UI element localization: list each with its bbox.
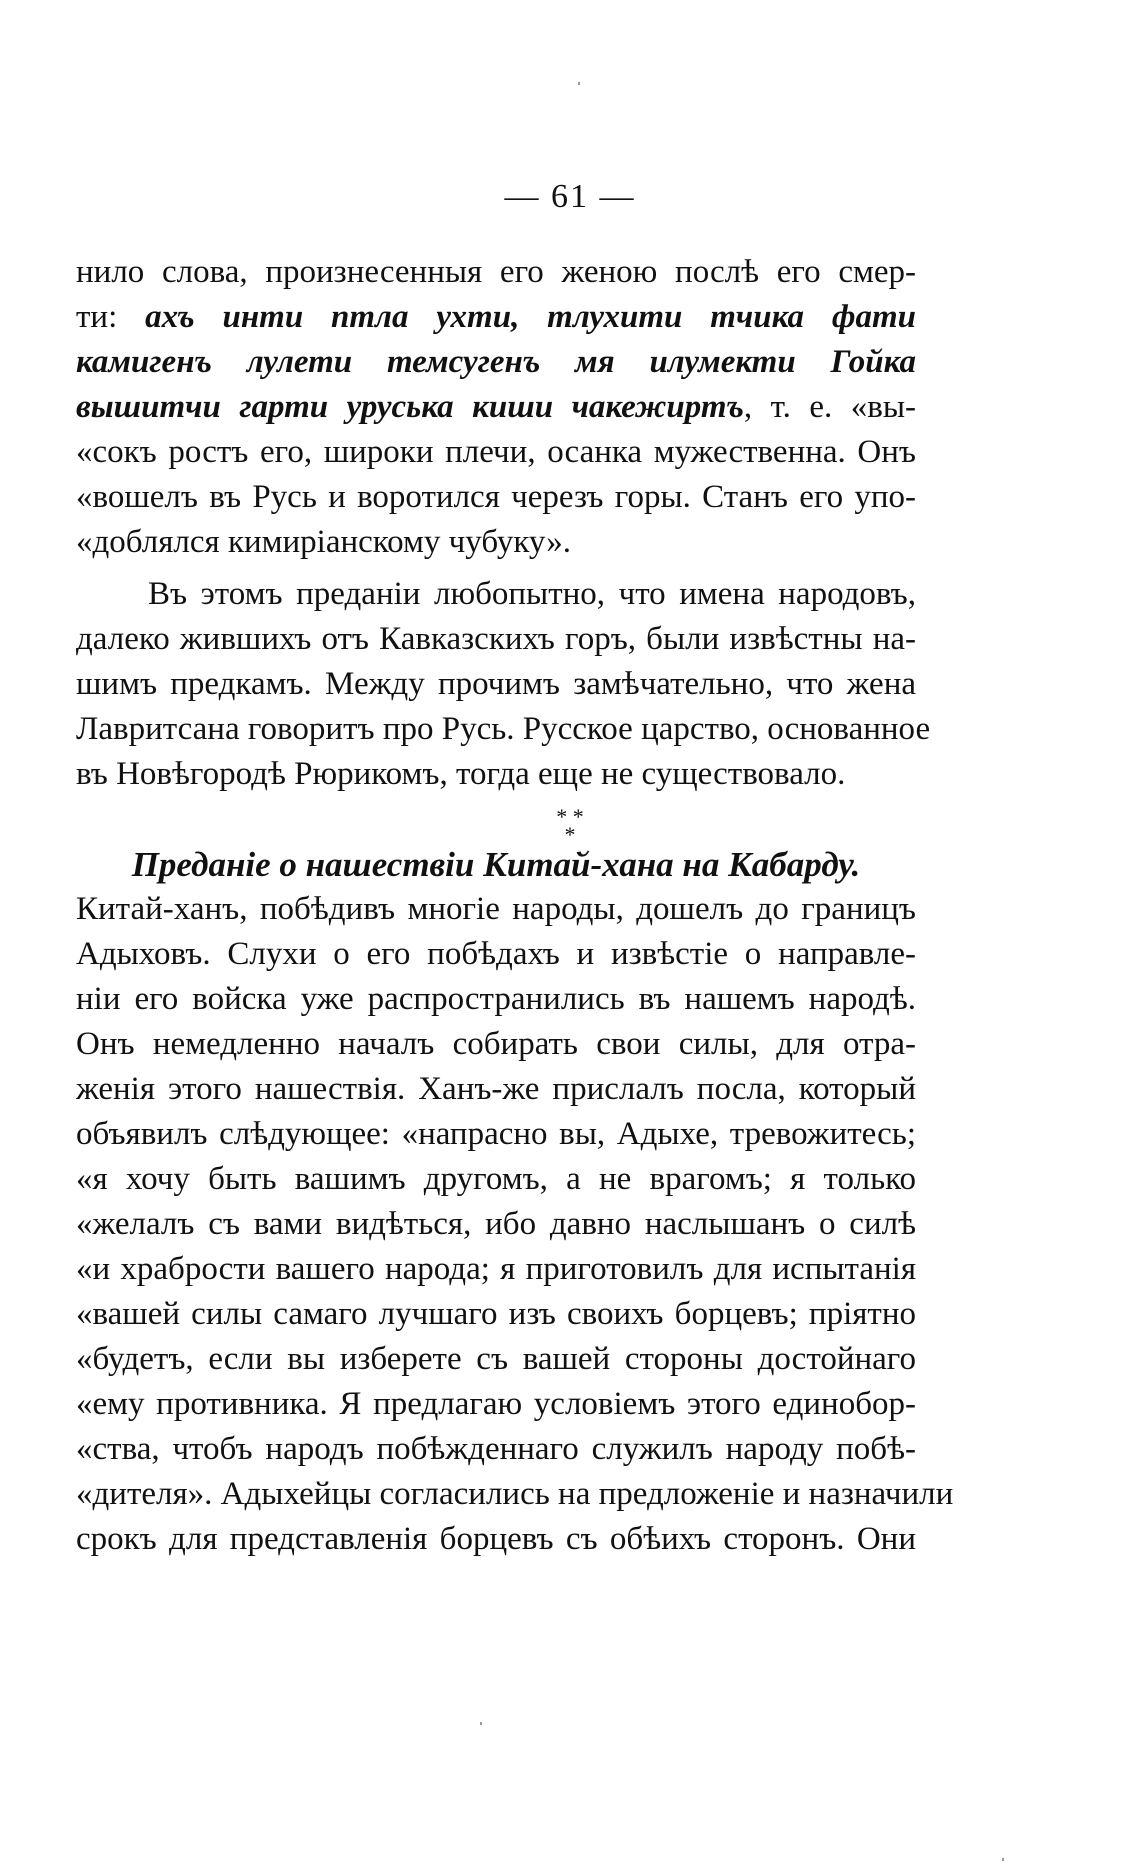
paragraph-1 xyxy=(76,250,916,565)
text-line: Онъ немедленно началъ собирать свои силы, для отра- xyxy=(76,1026,916,1062)
text-line: «желалъ съ вами видѣться, ибо давно наслышанъ о силѣ xyxy=(76,1206,916,1242)
text-line: ніи его войска уже распространились въ нашемъ народѣ. xyxy=(76,981,916,1017)
text-line: «дителя». Адыхейцы согласились на предложеніе и назначили xyxy=(76,1476,954,1512)
separator-stars-top: * * xyxy=(556,804,584,829)
section-separator xyxy=(0,804,1140,847)
text-line: нило слова, произнесенныя его женою послѣ его смер- xyxy=(76,254,916,290)
text-line: ти: ахъ инти птла ухти, тлухити тчика фати xyxy=(76,299,916,335)
text-line: «ства, чтобъ народъ побѣжденнаго служилъ народу побѣ- xyxy=(76,1431,916,1467)
text-line: въ Новѣгородѣ Рюрикомъ, тогда еще не существовало. xyxy=(76,756,846,792)
text-line: Китай-ханъ, побѣдивъ многіе народы, дошелъ до границъ xyxy=(76,891,916,927)
italic-quote: вышитчи гарти уруська киши чакежиртъ xyxy=(76,389,744,425)
text-line: «вошелъ въ Русь и воротился черезъ горы. Станъ его упо- xyxy=(76,479,916,515)
text-line: далеко жившихъ отъ Кавказскихъ горъ, были извѣстны на- xyxy=(76,621,916,657)
text-line: «доблялся кимиріанскому чубуку». xyxy=(76,524,571,560)
text-line: «ему противника. Я предлагаю условіемъ этого единобор- xyxy=(76,1386,916,1422)
text-line: женія этого нашествія. Ханъ-же прислалъ посла, который xyxy=(76,1071,916,1107)
text-line: «сокъ ростъ его, широки плечи, осанка мужественна. Онъ xyxy=(76,434,916,470)
paper-speck xyxy=(1002,1858,1004,1861)
text-line: вышитчи гарти уруська киши чакежиртъ, т. е. «вы- xyxy=(76,389,916,425)
text-line: «и храбрости вашего народа; я приготовилъ для испытанія xyxy=(76,1251,916,1287)
text-line: Лавритсана говоритъ про Русь. Русское царство, основанное xyxy=(76,711,931,747)
text-line: объявилъ слѣдующее: «напрасно вы, Адыхе, тревожитесь; xyxy=(76,1116,916,1152)
italic-quote: камигенъ лулети темсугенъ мя илумекти Гойка xyxy=(76,344,916,380)
text-line: «я хочу быть вашимъ другомъ, а не врагомъ; я только xyxy=(76,1161,916,1197)
section-legend xyxy=(76,842,954,1562)
text-line: шимъ предкамъ. Между прочимъ замѣчательно, что жена xyxy=(76,666,916,702)
text-line: «будетъ, если вы изберете съ вашей стороны достойнаго xyxy=(76,1341,916,1377)
text-line xyxy=(76,340,916,385)
text-line: Въ этомъ преданіи любопытно, что имена народовъ, xyxy=(148,576,916,612)
separator-star-bottom: * xyxy=(564,822,576,847)
paragraph-2 xyxy=(76,572,931,797)
text-line: срокъ для представленія борцевъ съ обѣихъ сторонъ. Они xyxy=(76,1521,916,1557)
paper-speck xyxy=(578,82,580,85)
text-line: «вашей силы самаго лучшаго изъ своихъ борцевъ; пріятно xyxy=(76,1296,916,1332)
italic-quote: ахъ инти птла ухти, тлухити тчика фати xyxy=(145,299,916,335)
text-line: Адыховъ. Слухи о его побѣдахъ и извѣстіе о направле- xyxy=(76,936,916,972)
page-number: — 61 — xyxy=(504,178,636,215)
paper-speck xyxy=(480,1722,482,1725)
section-heading: Преданіе о нашествіи Китай-хана на Кабарду. xyxy=(131,845,861,884)
